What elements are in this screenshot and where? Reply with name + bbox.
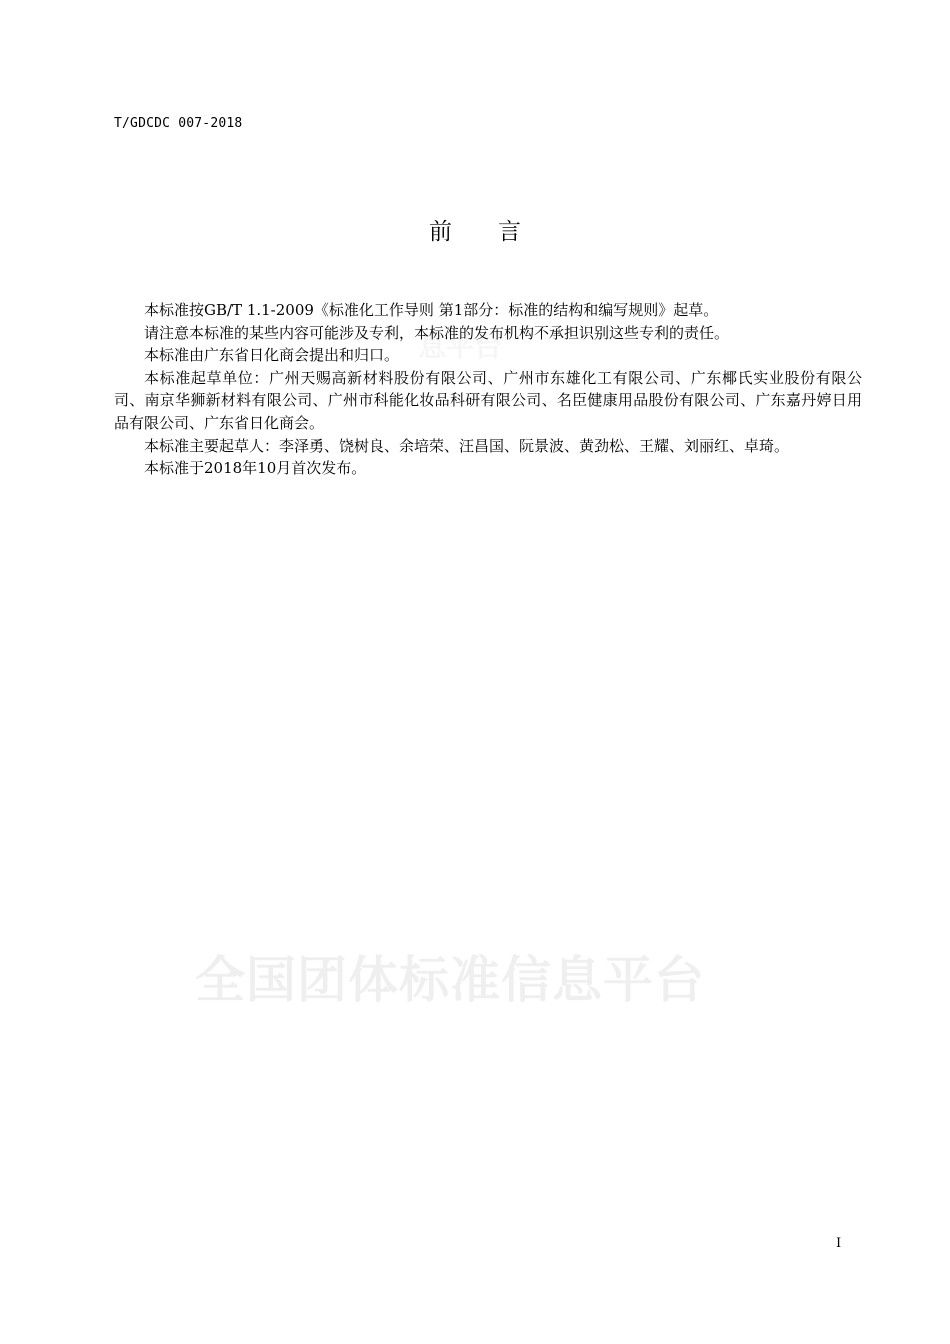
section-title — [0, 213, 950, 246]
paragraph-drafting-rules: 本标准按GB/T 1.1-2009《标准化工作导则 第1部分：标准的结构和编写规则》起草。 — [144, 301, 719, 319]
paragraph-drafting-units: 本标准起草单位：广州天赐高新材料股份有限公司、广州市东雄化工有限公司、广东椰氏实业股份有限公司、南京华狮新材料有限公司、广州市科能化妆品科研有限公司、名臣健康用品股份有限公司、广东嘉丹婷日用品有限公司、广东省日化商会。 — [114, 368, 862, 432]
document-code: T/GDCDC 007-2018 — [114, 116, 243, 131]
title-char-2: 言 — [498, 219, 521, 245]
page-number: I — [836, 1236, 842, 1251]
paragraph-proposer: 本标准由广东省日化商会提出和归口。 — [144, 346, 400, 365]
paragraph-patent-notice: 请注意本标准的某些内容可能涉及专利，本标准的发布机构不承担识别这些专利的责任。 — [144, 323, 730, 342]
foreword-body — [114, 299, 862, 480]
paragraph-drafters: 本标准主要起草人：李泽勇、饶树良、余培荣、汪昌国、阮景波、黄劲松、王耀、刘丽红、卓琦。 — [144, 436, 790, 455]
watermark-bottom: 全国团体标准信息平台 — [195, 951, 705, 1009]
paragraph-release: 本标准于2018年10月首次发布。 — [144, 459, 367, 478]
title-char-1: 前 — [429, 219, 452, 245]
